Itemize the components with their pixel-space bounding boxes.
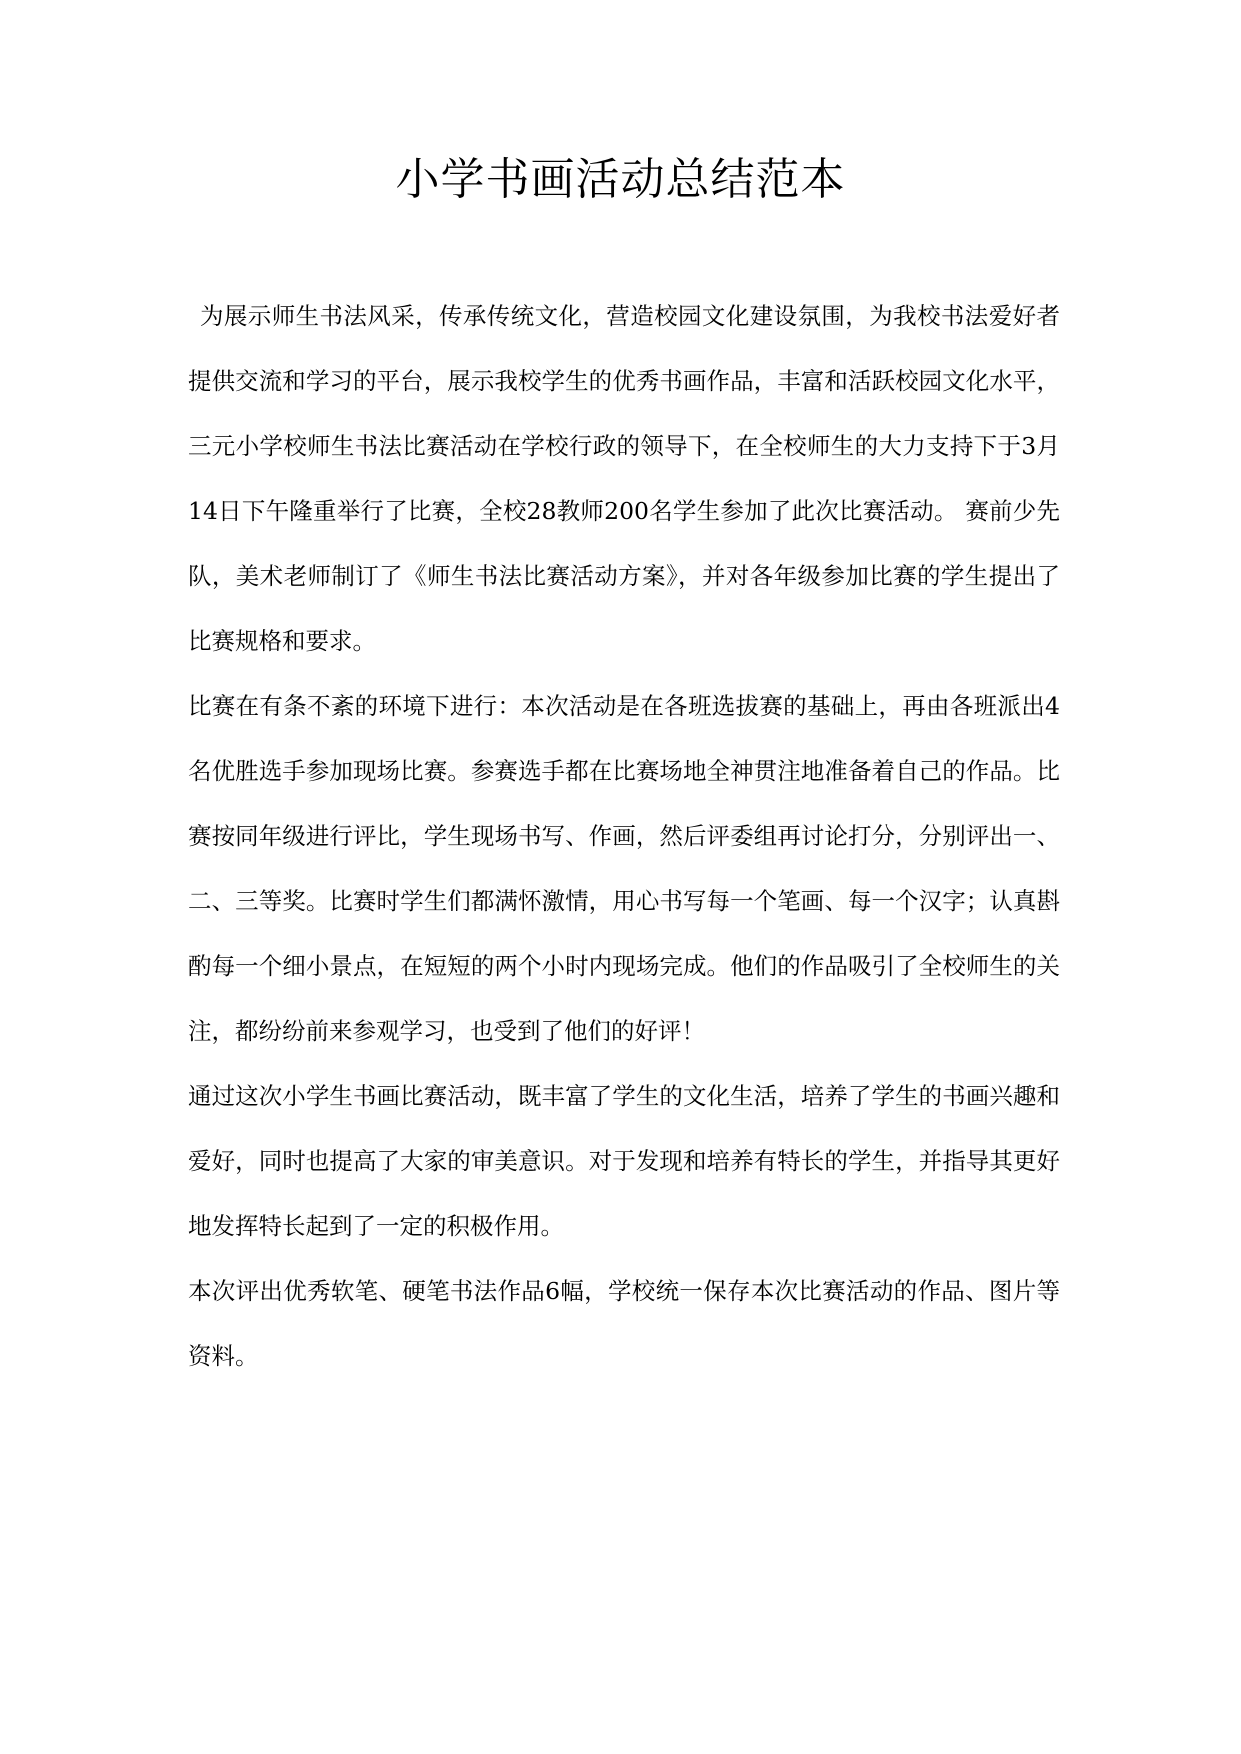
- paragraph-outcome: 通过这次小学生书画比赛活动，既丰富了学生的文化生活，培养了学生的书画兴趣和爱好，同时也提高了大家的审美意识。对于发现和培养有特长的学生，并指导其更好地发挥特长起到了一定的积极作用。: [188, 1082, 1060, 1240]
- document-body: [188, 284, 1060, 1389]
- document-title: 小学书画活动总结范本: [395, 154, 846, 205]
- paragraph-competition: 比赛在有条不紊的环境下进行：本次活动是在各班选拔赛的基础上，再由各班派出4名优胜选手参加现场比赛。参赛选手都在比赛场地全神贯注地准备着自己的作品。比赛按同年级进行评比，学生现场书写、作画，然后评委组再讨论打分，分别评出一、二、三等奖。比赛时学生们都满怀激情，用心书写每一个笔画、每一个汉字；认真斟酌每一个细小景点，在短短的两个小时内现场完成。他们的作品吸引了全校师生的关注，都纷纷前来参观学习，也受到了他们的好评！: [188, 692, 1060, 1045]
- paragraph-awards: 本次评出优秀软笔、硬笔书法作品6幅，学校统一保存本次比赛活动的作品、图片等资料。: [188, 1277, 1060, 1370]
- paragraph-intro: 为展示师生书法风采，传承传统文化，营造校园文化建设氛围，为我校书法爱好者提供交流和学习的平台，展示我校学生的优秀书画作品，丰富和活跃校园文化水平，三元小学校师生书法比赛活动在学校行政的领导下，在全校师生的大力支持下于3月14日下午隆重举行了比赛，全校28教师200名学生参加了此次比赛活动。 赛前少先队，美术老师制订了《师生书法比赛活动方案》，并对各年级参加比赛的学生提出了比赛规格和要求。: [188, 302, 1060, 655]
